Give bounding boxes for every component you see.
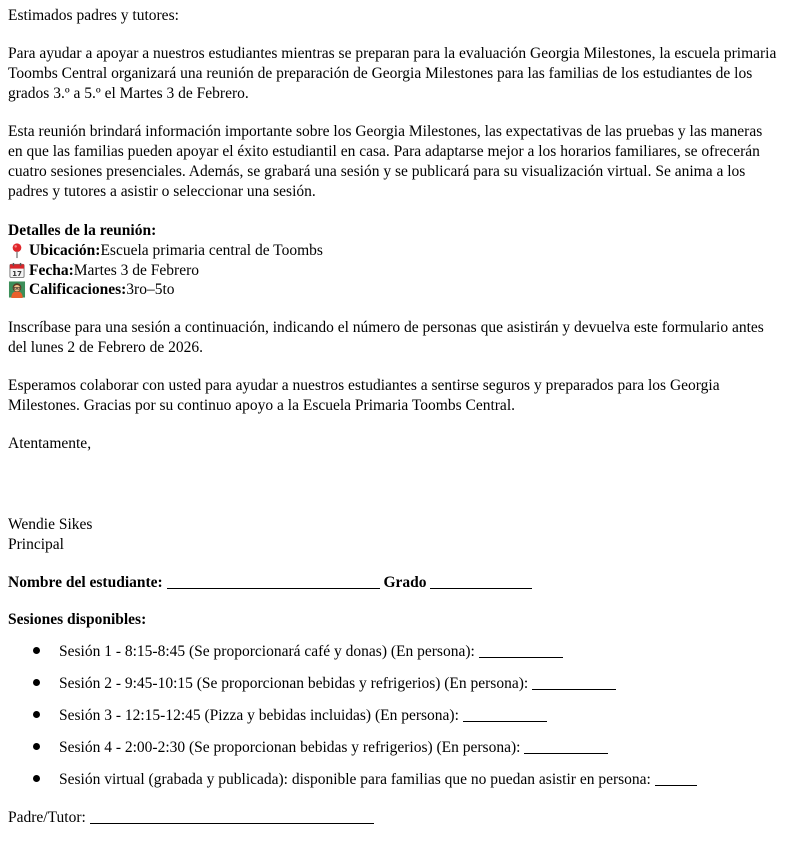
- closing: Atentamente,: [8, 434, 92, 452]
- parent-signature-field[interactable]: [90, 808, 374, 824]
- intro-paragraph: Para ayudar a apoyar a nuestros estudiantes mientras se preparan para la evaluación Georgia Milestones, la escuela primaria Toombs Central organizará una reunión de preparación de Georgia Milestones para las familias de los estudiantes de los grados 3.º a 5.º el Martes 3 de Febrero.: [8, 45, 777, 102]
- detail-location: [8, 241, 778, 261]
- session-4-count-field[interactable]: [524, 738, 608, 754]
- bullet-icon: [33, 711, 40, 718]
- location-value: Escuela primaria central de Toombs: [100, 242, 323, 259]
- bullet-icon: [33, 679, 40, 686]
- grades-value: 3ro–5to: [126, 281, 175, 298]
- thanks-paragraph: Esperamos colaborar con usted para ayudar a nuestros estudiantes a sentirse seguros y preparados para los Georgia Milestones. Gracias por su continuo apoyo a la Escuela Primaria Toombs Central.: [8, 376, 720, 414]
- session-1-count-field[interactable]: [479, 642, 563, 658]
- signature-block: [8, 515, 778, 555]
- pin-icon: [8, 242, 26, 259]
- signup-paragraph: Inscríbase para una sesión a continuación, indicando el número de personas que asistirán y devuelva este formulario antes del lunes 2 de Febrero de 2026.: [8, 318, 764, 356]
- grade-label: Grado: [383, 573, 427, 591]
- virtual-session-count-field[interactable]: [655, 770, 697, 786]
- signer-name: Wendie Sikes: [8, 515, 93, 533]
- letter-page: [8, 6, 778, 828]
- student-name-label: Nombre del estudiante:: [8, 573, 163, 591]
- meeting-details: [8, 221, 778, 300]
- date-value: Martes 3 de Febrero: [73, 261, 200, 279]
- bullet-icon: [33, 743, 40, 750]
- signer-title: Principal: [8, 535, 64, 553]
- session-label: Sesión 2 - 9:45-10:15 (Se proporcionan bebidas y refrigerios) (En persona):: [59, 674, 529, 692]
- session-item: [8, 672, 778, 694]
- session-item: [8, 640, 778, 662]
- location-label: Ubicación:: [29, 242, 101, 259]
- grade-field[interactable]: [430, 573, 532, 589]
- session-2-count-field[interactable]: [532, 674, 616, 690]
- bullet-icon: [33, 647, 40, 654]
- session-label: Sesión virtual (grabada y publicada): disponible para familias que no puedan asistir en persona:: [59, 770, 651, 788]
- session-label: Sesión 3 - 12:15-12:45 (Pizza y bebidas incluidas) (En persona):: [59, 706, 459, 724]
- grades-label: Calificaciones:: [29, 281, 127, 298]
- student-grade-row: [8, 571, 778, 593]
- parent-row: [8, 806, 778, 828]
- details-title: Detalles de la reunión:: [8, 222, 157, 239]
- teacher-icon: [8, 281, 26, 298]
- detail-date: [8, 261, 778, 281]
- session-3-count-field[interactable]: [463, 706, 547, 722]
- sessions-title: Sesiones disponibles:: [8, 610, 147, 628]
- bullet-icon: [33, 775, 40, 782]
- session-item: [8, 768, 778, 790]
- session-item: [8, 736, 778, 758]
- greeting: Estimados padres y tutores:: [8, 7, 179, 24]
- sessions-list: [8, 640, 778, 790]
- session-label: Sesión 4 - 2:00-2:30 (Se proporcionan bebidas y refrigerios) (En persona):: [59, 738, 521, 756]
- svg-text:17: 17: [12, 268, 22, 278]
- session-label: Sesión 1 - 8:15-8:45 (Se proporcionará café y donas) (En persona):: [59, 642, 475, 660]
- calendar-icon: [8, 262, 26, 279]
- student-name-field[interactable]: [167, 573, 380, 589]
- parent-label: Padre/Tutor:: [8, 808, 86, 826]
- date-label: Fecha:: [29, 261, 74, 279]
- detail-grades: [8, 280, 778, 300]
- info-paragraph: Esta reunión brindará información importante sobre los Georgia Milestones, las expectativas de las pruebas y las maneras en que las familias pueden apoyar el éxito estudiantil en casa. Para adaptarse mejor a los horarios familiares, se ofrecerán cuatro sesiones presenciales. Además, se grabará una sesión y se publicará para su visualización virtual. Se anima a los padres y tutores a asistir o seleccionar una sesión.: [8, 123, 763, 200]
- session-item: [8, 704, 778, 726]
